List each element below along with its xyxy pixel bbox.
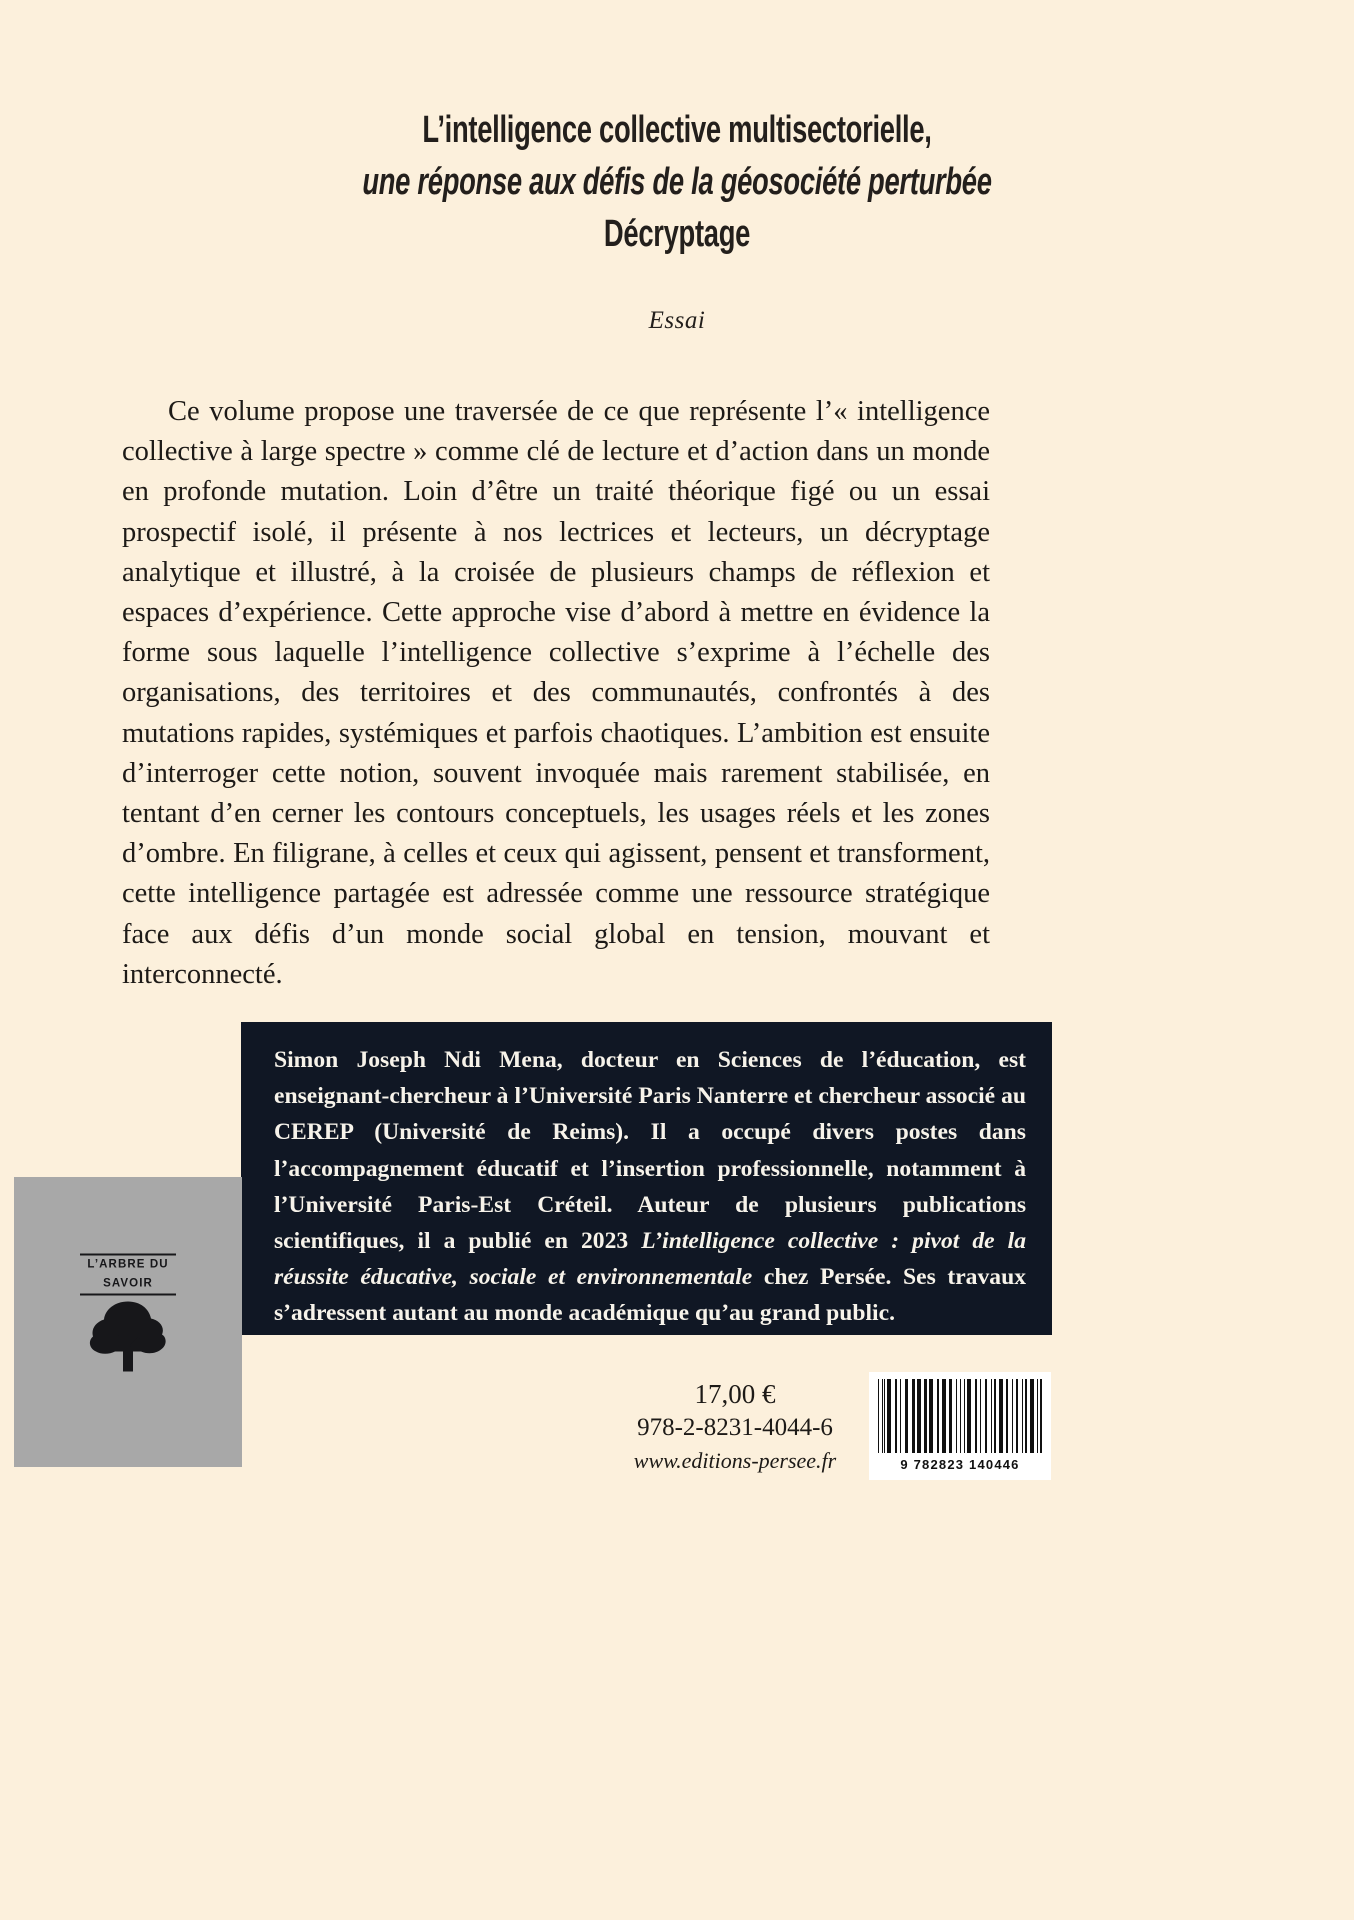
footer-info xyxy=(590,1377,880,1477)
author-bio-text xyxy=(274,1042,1026,1332)
publisher-block xyxy=(14,1177,242,1467)
publisher-name-line1: L’ARBRE DU xyxy=(87,1258,169,1271)
barcode-digits: 9 782823 140446 xyxy=(900,1457,1020,1472)
publisher-name-line2: SAVOIR xyxy=(103,1277,153,1290)
title-block xyxy=(0,104,1354,260)
tree-icon xyxy=(53,1300,203,1379)
isbn: 978-2-8231-4044-6 xyxy=(637,1414,833,1441)
price: 17,00 € xyxy=(694,1379,776,1409)
barcode-bars xyxy=(878,1379,1042,1453)
genre-label: Essai xyxy=(648,307,706,334)
author-bio-part2: chez Persée. Ses travaux s’adressent autant au monde académique qu’au grand public. xyxy=(274,1264,1026,1327)
author-bio-panel xyxy=(241,1022,1052,1335)
blurb-text: Ce volume propose une traversée de ce que représente l’« intelligence collective à large spectre » comme clé de lecture et d’action dans un monde en profonde mutation. Loin d’être un traité théorique figé ou un essai prospectif isolé, il présente à nos lectrices et lecteurs, un décryptage analytique et illustré, à la croisée de plusieurs champs de réflexion et espaces d’expérience. Cette approche vise d’abord à mettre en évidence la forme sous laquelle l’intelligence collective s’exprime à l’échelle des organisations, des territoires et des communautés, confrontés à des mutations rapides, systémiques et parfois chaotiques. L’ambition est ensuite d’interroger cette notion, souvent invoquée mais rarement stabilisée, en tentant d’en cerner les contours conceptuels, les usages réels et les zones d’ombre. En filigrane, à celles et ceux qui agissent, pensent et transforment, cette intelligence partagée est adressée comme une ressource stratégique face aux défis d’un monde social global en tension, mouvant et interconnecté. xyxy=(122,396,990,990)
author-bio-part1: Simon Joseph Ndi Mena, docteur en Sciences de l’éducation, est enseignant-chercheur à l’Université Paris Nanterre et chercheur associé au CEREP (Université de Reims). Il a occupé divers postes dans l’accompagnement éducatif et l’insertion professionnelle, notamment à l’Université Paris-Est Créteil. Auteur de plusieurs publications scientifiques, il a publié en 2023 xyxy=(274,1047,1026,1255)
title-line-3: Décryptage xyxy=(603,213,751,255)
author-previous-work-title: L’intelligence collective : pivot de la réussite éducative, sociale et environnementale xyxy=(274,1228,1026,1291)
publisher-website: www.editions-persee.fr xyxy=(633,1448,837,1473)
title-line-2: une réponse aux défis de la géosociété perturbée xyxy=(362,161,992,203)
publisher-logo xyxy=(53,1254,203,1379)
barcode xyxy=(869,1372,1051,1480)
title-line-1: L’intelligence collective multisectorielle, xyxy=(422,109,932,151)
logo-rule-bottom xyxy=(80,1294,176,1296)
